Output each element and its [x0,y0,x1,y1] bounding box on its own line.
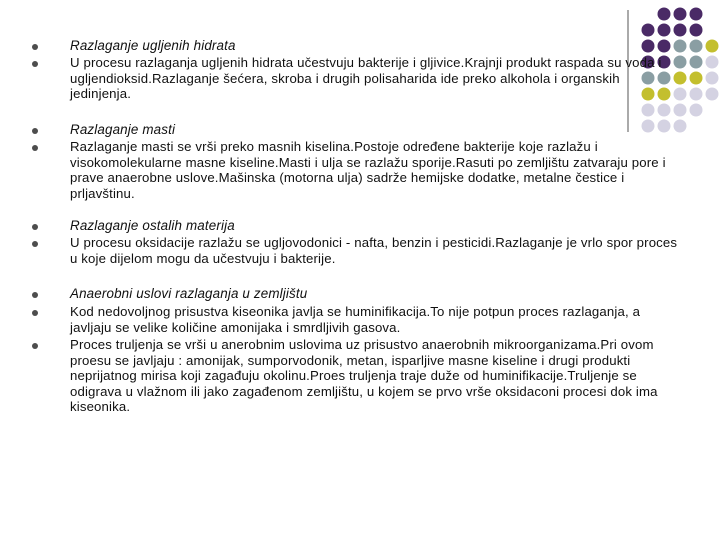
section-heading: Razlaganje masti [70,122,176,137]
section-heading: Razlaganje ugljenih hidrata [70,38,236,53]
section-heading: Razlaganje ostalih materija [70,218,235,233]
bullet-dot [32,61,38,67]
section-paragraph: Kod nedovoljnog prisustva kiseonika javlja se huminifikacija.To nije potpun proces razlaganja, a javljaju se velike količine amonijaka i smrdljivih gasova. [70,304,641,335]
bullet-dot [32,310,38,316]
bullet-dot [32,292,38,298]
section-heading: Anaerobni uslovi razlaganja u zemljištu [70,286,308,301]
bullet-dot [32,128,38,134]
section-paragraph: Proces truljenja se vrši u anerobnim uslovima uz prisustvo anaerobnih mikroorganizama.Pri ovom proesu se javljaju : amonijak, sumporvodonik, metan, isparljive masne kiseline i drugi produkti neprijatnog mirisa koji zagađuju okolinu.Proes truljenja traje duže od huminifikacije.Truljenje se odigrava u vlažnom ili jako zagađenom zemljištu, u kojem se prvo vrše oksidaconi procesi dok ima kiseonika. [70,337,658,414]
bullet-dot [32,343,38,349]
bullet-dot [32,241,38,247]
section-paragraph: U procesu oksidacije razlažu se ugljovodonici - nafta, benzin i pesticidi.Razlaganje je vrlo spor proces u koje dijelom mogu da učestvuju i bakterije. [70,235,678,266]
bullet-dot [32,224,38,230]
section-paragraph: U procesu razlaganja ugljenih hidrata učestvuju bakterije i gljivice.Krajnji produkt raspada su voda i ugljendioksid.Razlaganje šećera, skroba i drugih polisaharida ide preko alkohola i organskih jedinjenja. [70,55,662,101]
section-paragraph: Razlaganje masti se vrši preko masnih kiselina.Postoje određene bakterije koje razlažu i visokomolekularne masne kiseline.Masti i ulja se razlažu sporije.Rasuti po zemljištu zatvaraju pore i prave anaerobne uslove.Mašinska (motorna ulja) sadrže hemijske dodatke, metalne čestice i prljavštinu. [70,139,666,201]
bullet-dot [32,145,38,151]
bullet-dot [32,44,38,50]
